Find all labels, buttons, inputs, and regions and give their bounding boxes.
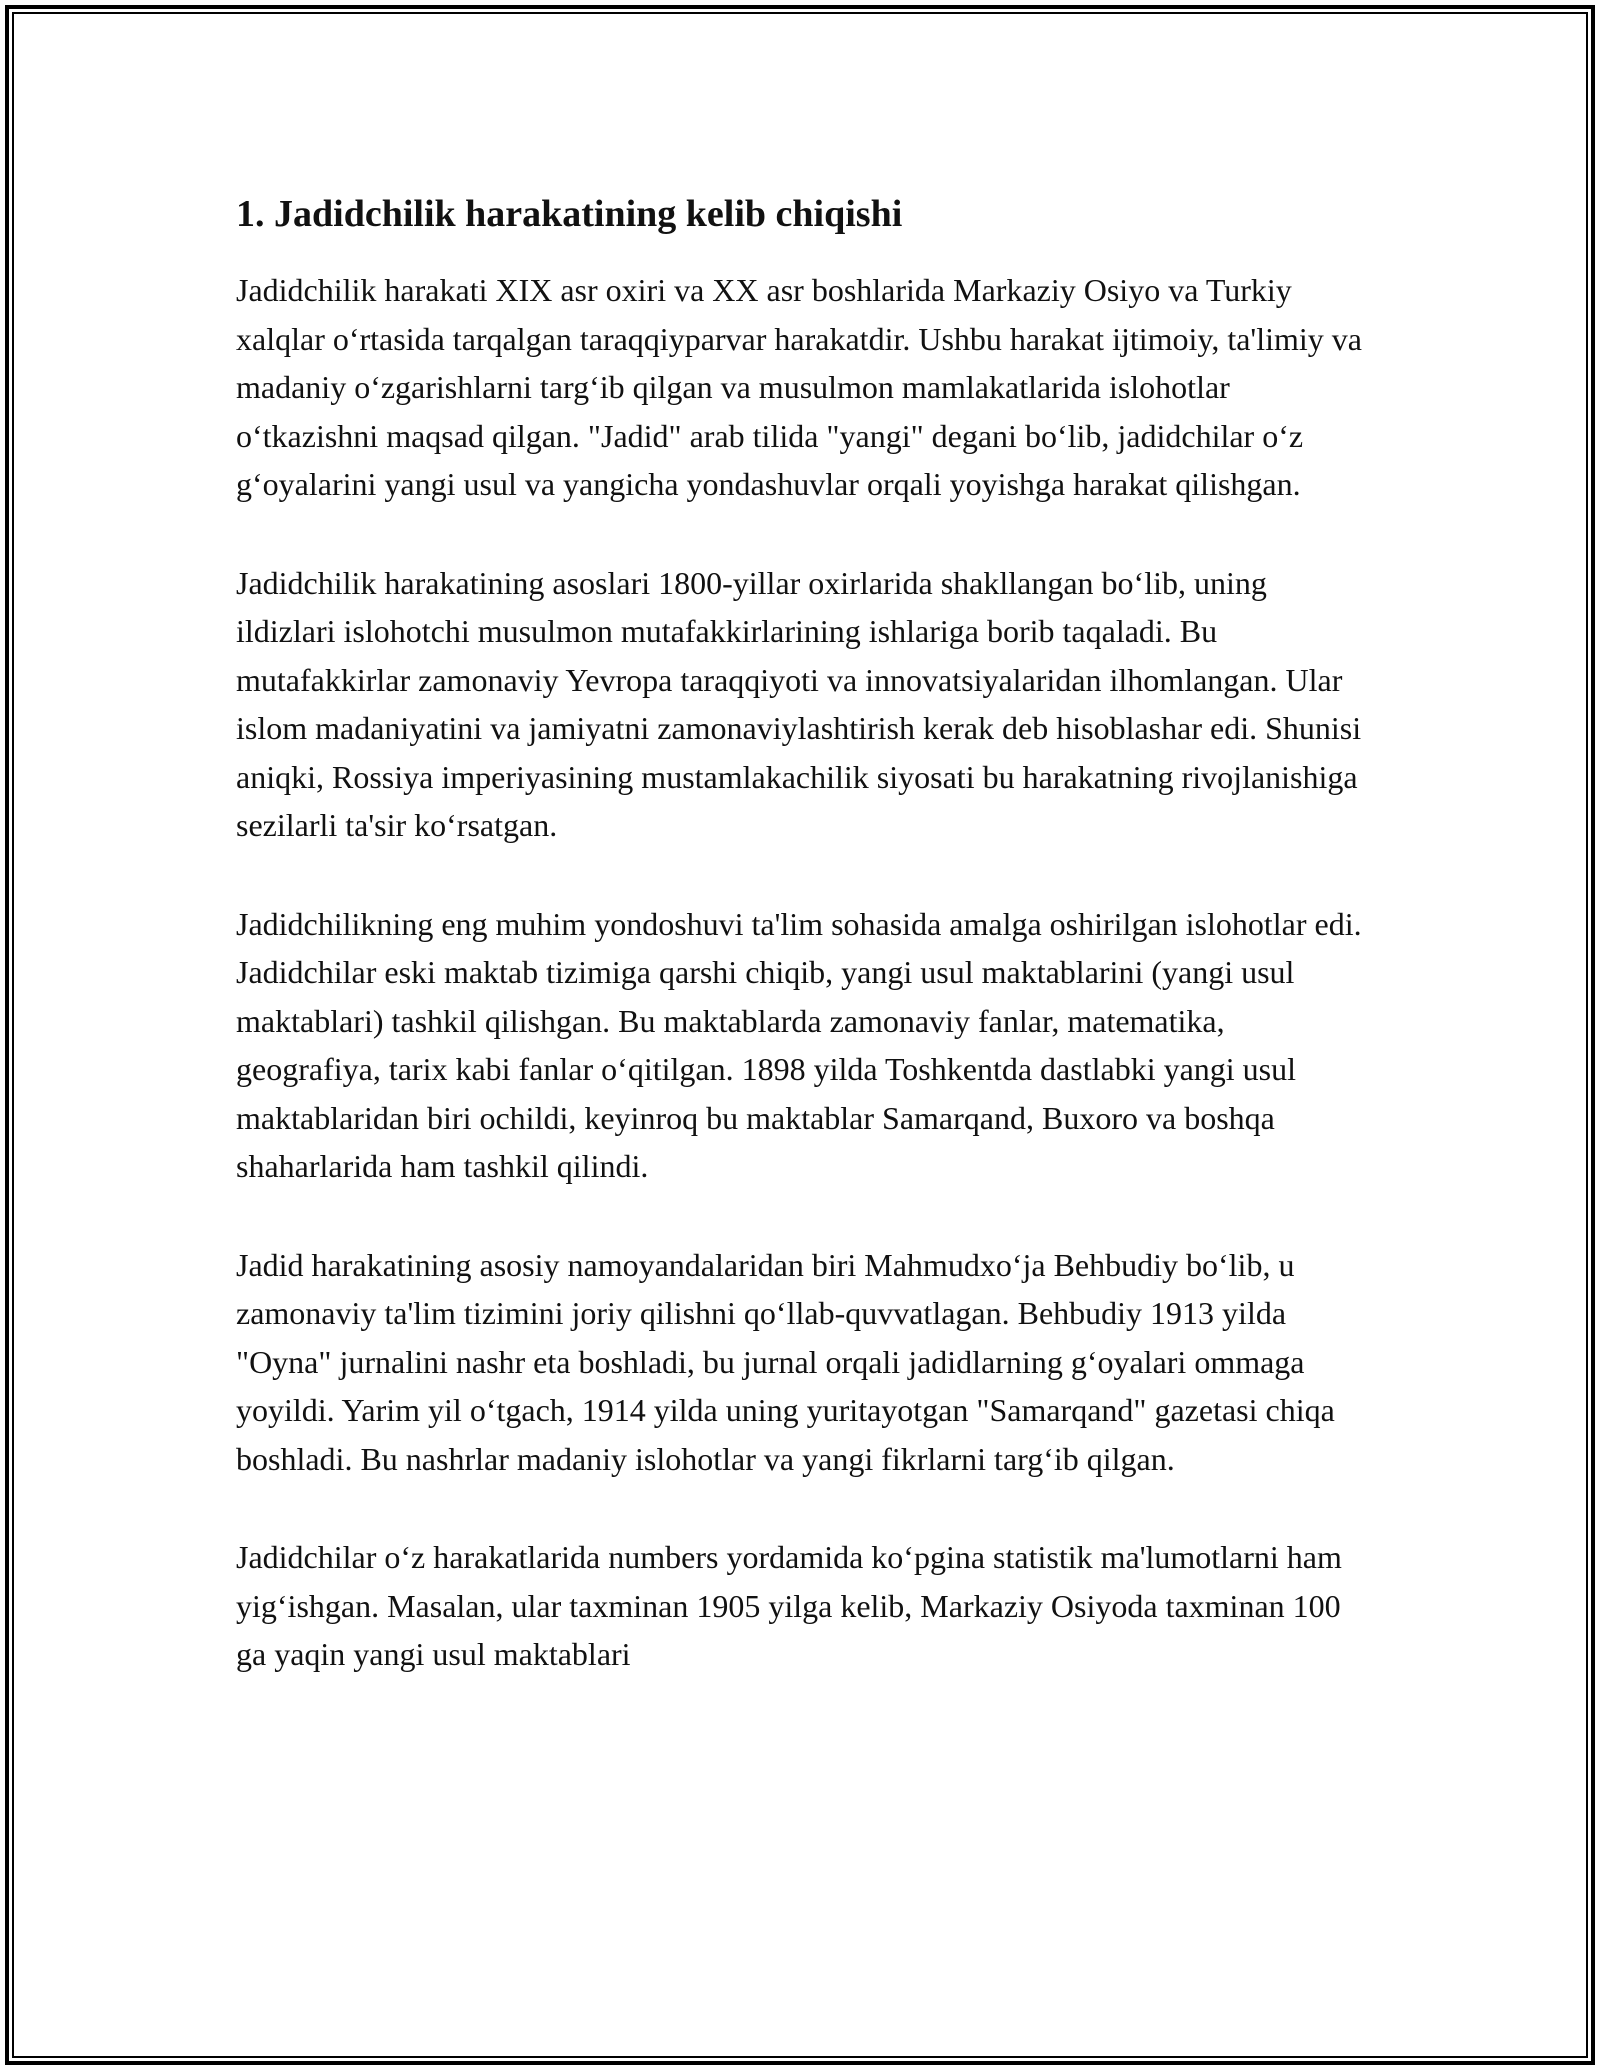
paragraph-2: Jadidchilik harakatining asoslari 1800-yillar oxirlarida shakllangan bo‘lib, uning ildizlari islohotchi musulmon mutafakkirlarining ishlariga borib taqaladi. Bu mutafakkirlar zamonaviy Yevropa taraqqiyoti va innovatsiyalaridan ilhomlangan. Ular islom madaniyatini va jamiyatni zamonaviylashtirish kerak deb hisoblashar edi. Shunisi aniqki, Rossiya imperiyasining mustamlakachilik siyosati bu harakatning rivojlanishiga sezilarli ta'sir ko‘rsatgan. bbox=[236, 564, 1362, 843]
paragraph-4: Jadid harakatining asosiy namoyandalaridan biri Mahmudxo‘ja Behbudiy bo‘lib, u zamonaviy ta'lim tizimini joriy qilishni qo‘llab-quvvatlagan. Behbudiy 1913 yilda "Oyna" jurnalini nashr eta boshladi, bu jurnal orqali jadidlarning g‘oyalari ommaga yoyildi. Yarim yil o‘tgach, 1914 yilda uning yuritayotgan "Samarqand" gazetasi chiqa boshladi. Bu nashrlar madaniy islohotlar va yangi fikrlarni targ‘ib qilgan. bbox=[236, 1246, 1335, 1477]
document-body bbox=[236, 186, 1366, 1679]
paragraph-3: Jadidchilikning eng muhim yondoshuvi ta'lim sohasida amalga oshirilgan islohotlar edi. Jadidchilar eski maktab tizimiga qarshi chiqib, yangi usul maktablarini (yangi usul maktablari) tashkil qilishgan. Bu maktablarda zamonaviy fanlar, matematika, geografiya, tarix kabi fanlar o‘qitilgan. 1898 yilda Toshkentda dastlabki yangi usul maktablaridan biri ochildi, keyinroq bu maktablar Samarqand, Buxoro va boshqa shaharlarida ham tashkil qilindi. bbox=[236, 905, 1362, 1184]
paragraph-5: Jadidchilar o‘z harakatlarida numbers yordamida ko‘pgina statistik ma'lumotlarni ham yig‘ishgan. Masalan, ular taxminan 1905 yilga kelib, Markaziy Osiyoda taxminan 100 ga yaqin yangi usul maktablari bbox=[236, 1539, 1342, 1672]
paragraph-1: Jadidchilik harakati XIX asr oxiri va XX asr boshlarida Markaziy Osiyo va Turkiy xalqlar o‘rtasida tarqalgan taraqqiyparvar harakatdir. Ushbu harakat ijtimoiy, ta'limiy va madaniy o‘zgarishlarni targ‘ib qilgan va musulmon mamlakatlarida islohotlar o‘tkazishni maqsad qilgan. "Jadid" arab tilida "yangi" degani bo‘lib, jadidchilar o‘z g‘oyalarini yangi usul va yangicha yondashuvlar orqali yoyishga harakat qilishgan. bbox=[236, 272, 1362, 502]
section-heading: 1. Jadidchilik harakatining kelib chiqishi bbox=[236, 193, 903, 235]
